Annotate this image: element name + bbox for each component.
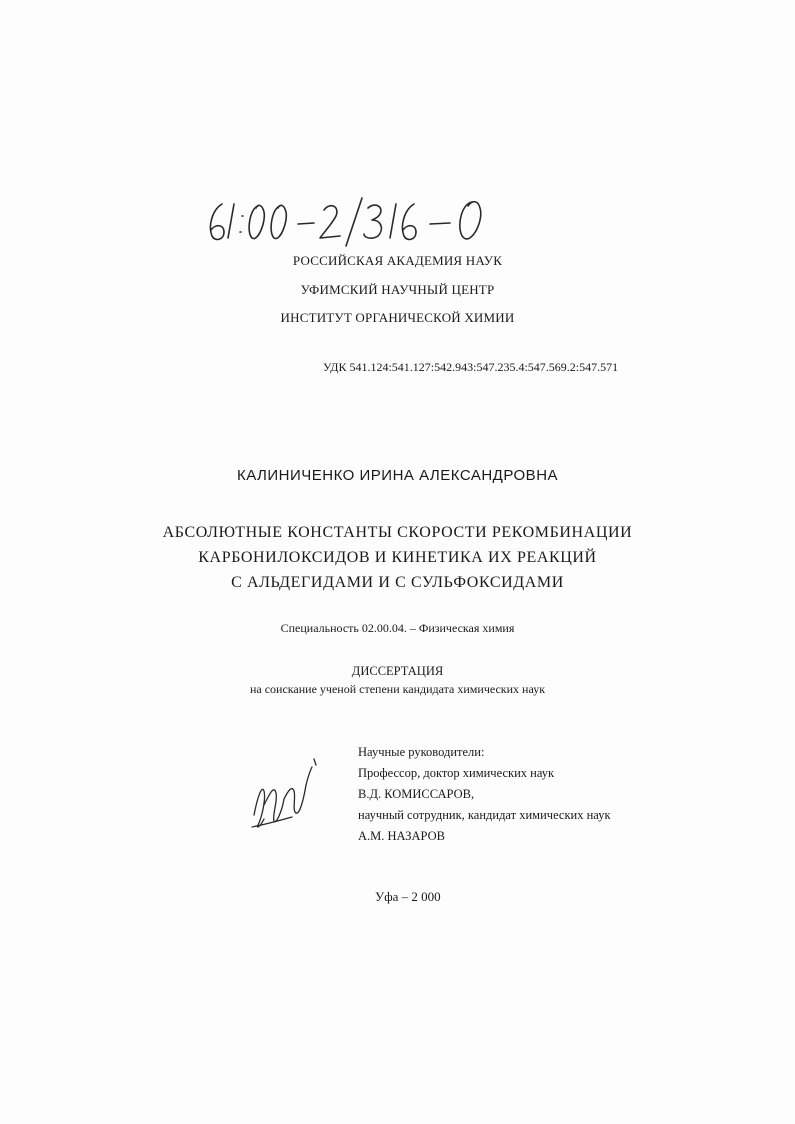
specialty: Специальность 02.00.04. – Физическая химия (280, 621, 515, 635)
title-line-2: КАРБОНИЛОКСИДОВ И КИНЕТИКА ИХ РЕАКЦИЙ (198, 549, 597, 566)
institution-line-1: РОССИЙСКАЯ АКАДЕМИЯ НАУК (292, 253, 503, 268)
supervisors-heading: Научные руководители: (358, 745, 485, 759)
handwritten-archive-code (200, 192, 500, 252)
handwritten-signature (248, 755, 320, 837)
supervisor-1-name: В.Д. КОМИССАРОВ, (358, 787, 475, 801)
supervisor-1-title: Профессор, доктор химических наук (358, 766, 555, 780)
supervisor-2-name: А.М. НАЗАРОВ (358, 829, 446, 843)
dissertation-heading: ДИССЕРТАЦИЯ (351, 664, 444, 678)
author-name: КАЛИНИЧЕНКО ИРИНА АЛЕКСАНДРОВНА (236, 467, 559, 484)
city-year: Уфа – 2 000 (375, 889, 441, 904)
institution-line-2: УФИМСКИЙ НАУЧНЫЙ ЦЕНТР (300, 282, 495, 297)
udk-code: УДК 541.124:541.127:542.943:547.235.4:547.569.2:547.571 (323, 360, 619, 374)
supervisor-2-title: научный сотрудник, кандидат химических наук (358, 808, 611, 822)
title-line-1: АБСОЛЮТНЫЕ КОНСТАНТЫ СКОРОСТИ РЕКОМБИНАЦИИ (162, 524, 633, 541)
institution-line-3: ИНСТИТУТ ОРГАНИЧЕСКОЙ ХИМИИ (280, 310, 515, 325)
dissertation-subheading: на соискание ученой степени кандидата химических наук (249, 682, 546, 696)
title-line-3: С АЛЬДЕГИДАМИ И С СУЛЬФОКСИДАМИ (231, 574, 564, 591)
